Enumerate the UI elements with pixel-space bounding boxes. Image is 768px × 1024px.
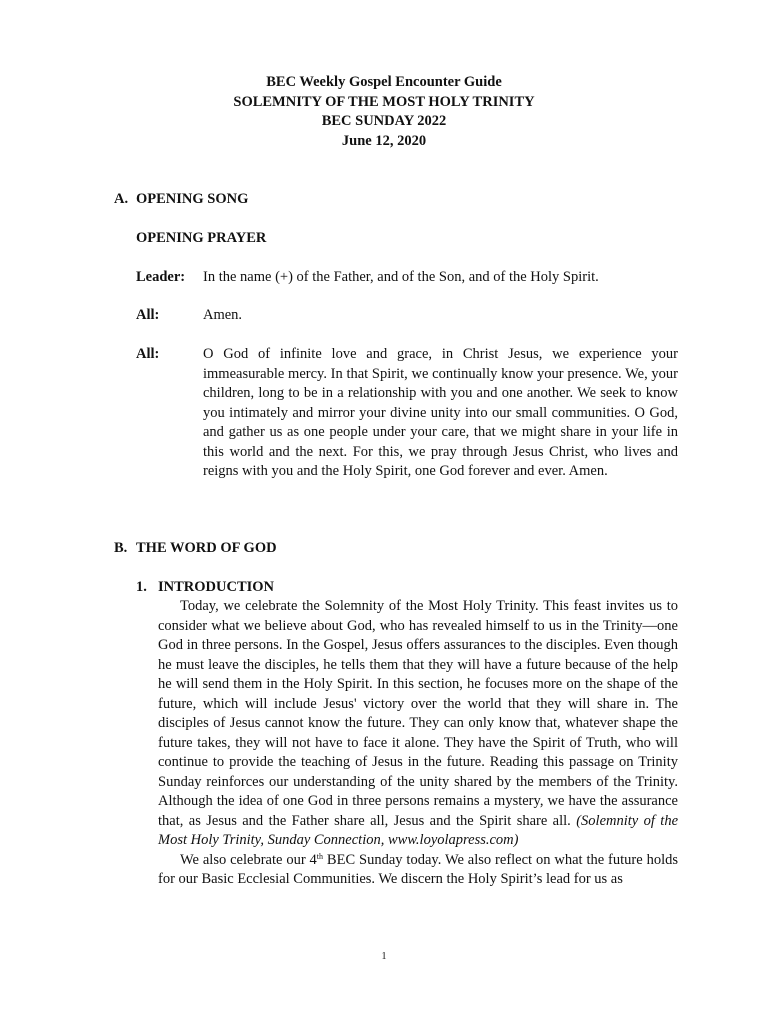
header-date: June 12, 2020	[341, 132, 427, 149]
item-number: 1.	[136, 579, 147, 595]
header-feast-title: SOLEMNITY OF THE MOST HOLY TRINITY	[233, 93, 535, 110]
header-bec-sunday: BEC SUNDAY 2022	[321, 113, 447, 129]
introduction-title: INTRODUCTION	[158, 579, 275, 595]
section-a-heading	[114, 191, 248, 208]
section-b-heading	[114, 540, 277, 557]
bec-paragraph-rest: BEC Sunday today. We also reflect on what the future holds for our Basic Ecclesial Communities. We discern the Holy Spirit’s lead for us as	[158, 851, 678, 887]
introduction-paragraph	[158, 597, 678, 851]
introduction-body	[158, 597, 678, 890]
bec-paragraph-start: We also celebrate our 4	[180, 851, 317, 868]
introduction-paragraph-text: Today, we celebrate the Solemnity of the Most Holy Trinity. This feast invites us to consider what we believe about God, who has revealed himself to us in the Trinity—one God in three persons. In the Gospel, Jesus offers assurances to the disciples. Even though he must leave the disciples, he tells them that they will have a future because of the help he will send them in the Holy Spirit. In this section, he focuses more on the shape of the future, which will include Jesus' victory over the world that they will share in. The disciples of Jesus cannot know the future. They can only know that, whatever shape the future takes, they will not have to face it alone. They have the Spirit of Truth, who will continue to provide the teaching of Jesus in the future. Reading this passage on Trinity Sunday reinforces our understanding of the unity shared by the members of the Trinity. Although the idea of one God in three persons remains a mystery, we have the assurance that, as Jesus and the Father share all, Jesus and the Spirit share all.	[158, 598, 678, 829]
introduction-heading	[136, 579, 274, 596]
bec-sunday-paragraph	[158, 851, 678, 890]
opening-prayer-heading: OPENING PRAYER	[136, 230, 267, 246]
leader-text: In the name (+) of the Father, and of the Son, and of the Holy Spirit.	[203, 269, 599, 285]
all-label: All:	[136, 346, 160, 362]
opening-prayer-text: O God of infinite love and grace, in Christ Jesus, we experience your immeasurable mercy. In that Spirit, we continually know your presence. We, your children, long to be in a relationship with you and one another. We seek to know you intimately and mirror your divine unity into our small communities. O God, and gather us as one people under your care, that we might share in your life in this world and the next. For this, we pray through Jesus Christ, who lives and reigns with you and the Holy Spirit, one God forever and ever. Amen.	[203, 346, 678, 479]
leader-label: Leader:	[136, 269, 186, 285]
all-label: All:	[136, 307, 160, 323]
document-header	[0, 73, 768, 151]
page-number: 1	[381, 951, 387, 962]
section-a-title: OPENING SONG	[136, 191, 249, 207]
citation: (Solemnity of the Most Holy Trinity, Sunday Connection, www.loyolapress.com)	[158, 812, 679, 848]
section-a-letter: A.	[114, 191, 129, 207]
section-b-title: THE WORD OF GOD	[136, 540, 277, 556]
header-guide-title: BEC Weekly Gospel Encounter Guide	[266, 74, 502, 90]
ordinal-suffix: th	[316, 851, 324, 861]
all-response-text: Amen.	[203, 307, 243, 323]
section-b-letter: B.	[114, 540, 128, 556]
